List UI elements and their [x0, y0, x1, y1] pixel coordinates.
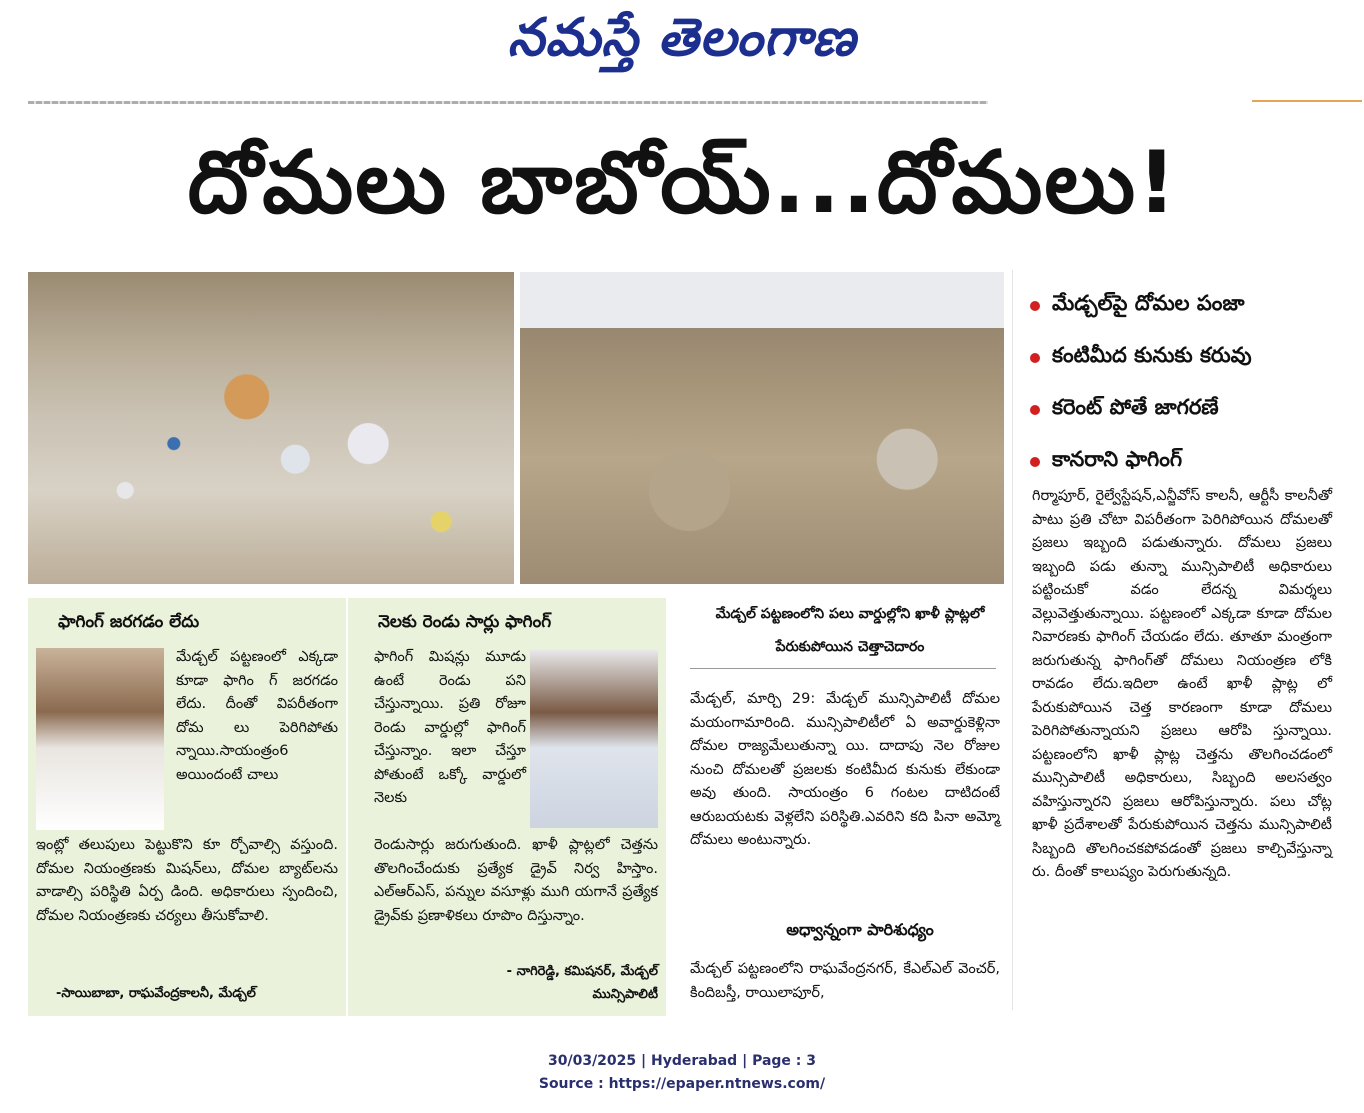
edition-info: 30/03/2025 | Hyderabad | Page : 3 [547, 1053, 817, 1069]
bullet-dot-icon [1030, 457, 1040, 467]
box-heading: నెలకు రెండు సార్లు ఫాగింగ్ [378, 612, 552, 632]
bullet-item: మేడ్చల్‌పై దోమల పంజా [1030, 280, 1350, 332]
section-subhead: అధ్వాన్నంగా పారిశుధ్యం [786, 920, 934, 939]
newspaper-logo: నమస్తే తెలంగాణ [507, 8, 857, 68]
citizen-quote-box [28, 598, 346, 1016]
box-body-text: మేడ్చల్ పట్టణంలో ఎక్కడా కూడా ఫాగిం గ్ జరగడం లేదు. దీంతో విపరీతంగా దోమ లు పెరిగిపోతు న్నాయి.సాయంత్రం6 అయిందంటే చాలు [176, 649, 338, 783]
bullet-item: కరెంట్ పోతే జాగరణే [1030, 384, 1350, 436]
garbage-photo-left [28, 272, 514, 584]
box-heading: ఫాగింగ్ జరగడం లేదు [58, 612, 200, 632]
caption-divider [690, 668, 996, 669]
bullet-dot-icon [1030, 353, 1040, 363]
citizen-portrait [36, 648, 164, 830]
box-body-text: ఫాగింగ్ మిషన్లు మూడు ఉంటే రెండు పని చేస్తున్నాయి. ప్రతి రోజూ రెండు వార్డుల్లో ఫాగింగ్ చేస్తున్నాం. ఇలా చేస్తూ పోతుంటే ఒక్కో వార్డులో నెలకు [374, 649, 526, 806]
bullet-item: కానరాని ఫాగింగ్ [1030, 436, 1350, 488]
page-footer [0, 1050, 1364, 1096]
bullet-item: కంటిమీద కునుకు కరువు [1030, 332, 1350, 384]
source-link[interactable]: Source : https://epaper.ntnews.com/ [538, 1076, 826, 1092]
article-headline: దోమలు బాబోయ్...దోమలు! [187, 133, 1179, 233]
garbage-photo-right [520, 272, 1004, 584]
bullet-dot-icon [1030, 301, 1040, 311]
accent-rule [1252, 100, 1362, 102]
box-body-text: ఇంట్లో తలుపులు పెట్టుకొని కూ ర్చోవాల్సి వస్తుంది. దోమల నియంత్రణకు మిషన్‌లు, దోమల బ్యాట్‌లను వాడాల్సి పరిస్థితి ఏర్ప డింది. అధికారులు స్పందించి, దోమల నియంత్రణకు చర్యలు తీసుకోవాలి. [36, 837, 338, 924]
right-column-text: గిర్మాపూర్, రైల్వేస్టేషన్,ఎన్జీవోస్ కాలనీ, ఆర్టీసీ కాలనీతో పాటు ప్రతి చోటా విపరీతంగా పెరిగిపోయిన దోమలతో ప్రజలు ఇబ్బంది పడుతున్నారు. దోమలు ప్రజలు ఇబ్బంది పడు తున్నా మున్సిపాలిటీ అధికారులు పట్టించుకో వడం లేదన్న విమర్శలు వెల్లువెత్తుతున్నాయి. పట్టణంలో ఎక్కడా కూడా దోమల నివారణకు ఫాగింగ్ చేయడం లేదు. తూతూ మంత్రంగా జరుగుతున్న ఫాగింగ్‌తో దోమలు నియంత్రణ లోకి రావడం లేదు.ఇదిలా ఉంటే ఖాళీ ప్లాట్ల లో పేరుకుపోయిన చెత్త కారణంగా కూడా దోమలు పెరిగిపోతున్నాయని ప్రజలు ఆరోపి స్తున్నాయి. పట్టణంలోని ఖాళీ ప్లాట్ల చెత్తను తొలగించడంలో మున్సిపాలిటీ అధికారులు, సిబ్బంది అలసత్వం వహిస్తున్నారని ప్రజలు ఆరోపిస్తున్నారు. పలు చోట్ల ఖాళీ ప్రదేశాలతో పేరుకుపోయిన చెత్తను మున్సిపాలిటీ సిబ్బంది తొలగించకపోవడంతో ప్రజలు కాల్చివేస్తున్నా రు. దీంతో కాలుష్యం పెరుగుతున్నది. [1032, 488, 1332, 880]
box-body-text: రెండుసార్లు జరుగుతుంది. ఖాళీ ప్లాట్లలో చెత్తను తొలగించేందుకు ప్రత్యేక డ్రైవ్ నిర్వ హిస్తాం. ఎల్ఆర్ఎస్, పన్నుల వసూళ్లు ముగి యగానే ప్రత్యేక డ్రైవ్‌కు ప్రణాళికలు రూపొం దిస్తున్నాం. [374, 837, 658, 924]
masthead-divider [28, 101, 988, 104]
bullet-dot-icon [1030, 405, 1040, 415]
commissioner-portrait [530, 650, 658, 828]
commissioner-quote-box [348, 598, 666, 1016]
middle-column-text-continued: మేడ్చల్ పట్టణంలోని రాఘవేంద్రనగర్, కేఎల్ఎల్ వెంచర్, కిందిబస్తీ, రాయిలాపూర్, [690, 961, 1000, 1001]
quote-byline: - నాగిరెడ్డి, కమిషనర్, మేడ్చల్ మున్సిపాలిటీ [506, 964, 658, 1002]
photo-caption: మేడ్చల్ పట్టణంలోని పలు వార్డుల్లోని ఖాళీ ప్లాట్లలో పేరుకుపోయిన చెత్తాచెదారం [715, 606, 985, 655]
quote-byline: -సాయిబాబా, రాఘవేంద్రకాలనీ, మేడ్చల్ [56, 986, 256, 1001]
masthead [0, 0, 1364, 96]
middle-column-text: మేడ్చల్, మార్చి 29: మేడ్చల్ మున్సిపాలిటీ దోమల మయంగామారింది. మున్సిపాలిటీలో ఏ అవార్డుకెళ్లినా దోమల రాజ్యమేలుతున్నా యి. దాదాపు నెల రోజుల నుంచి దోమలతో ప్రజలకు కంటిమీద కునుకు లేకుండా అవు తుంది. సాయంత్రం 6 గంటల దాటిదంటే ఆరుబయటకు వెళ్లలేని పరిస్థితి.ఎవరిని కది పినా అమ్మో దోమలు అంటున్నారు. [690, 691, 1000, 848]
highlight-bullets [1030, 280, 1350, 488]
column-divider [1012, 270, 1013, 1010]
